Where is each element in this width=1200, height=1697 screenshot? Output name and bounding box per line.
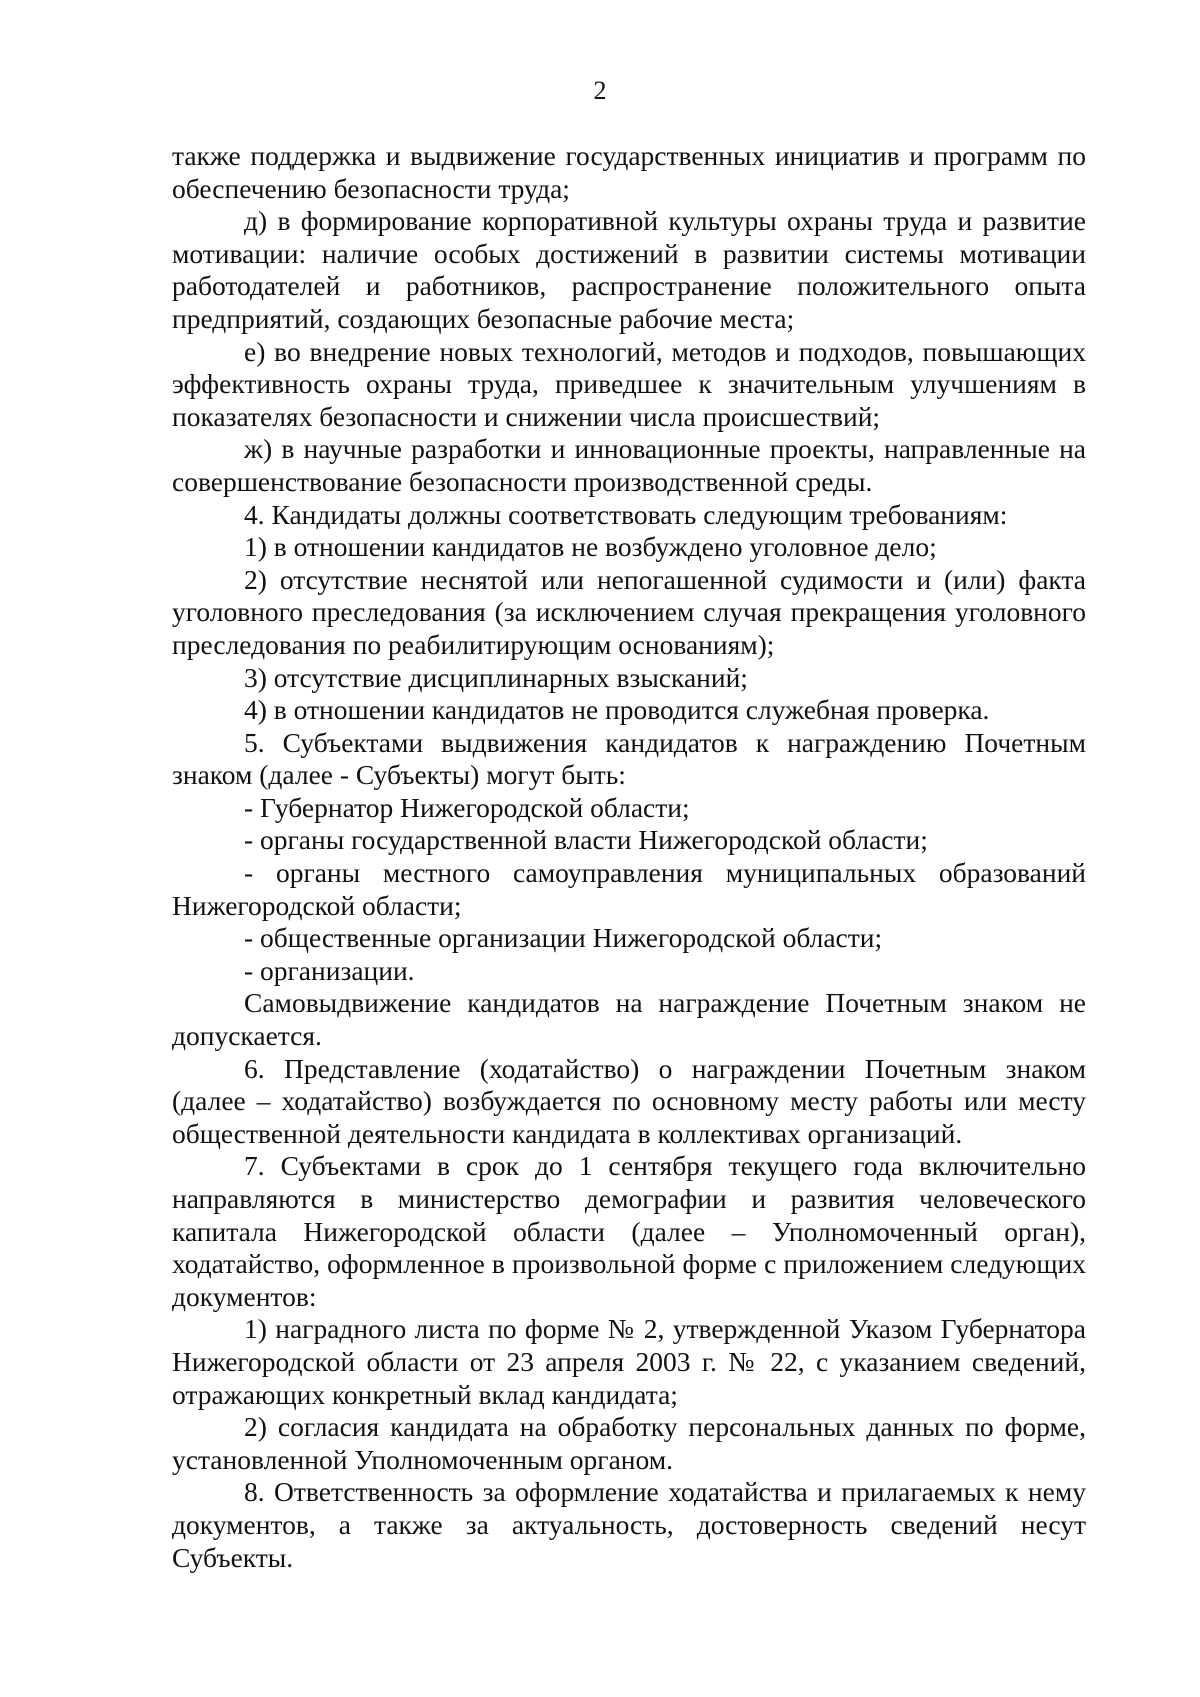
paragraph-section-6: 6. Представление (ходатайство) о награждении Почетным знаком (далее – ходатайство) возбуждается по основному месту работы или месту общественной деятельности кандидата в коллективах организаций. xyxy=(172,1052,1086,1149)
paragraph-item-zh: ж) в научные разработки и инновационные проекты, направленные на совершенствование безопасности производственной среды. xyxy=(172,433,1086,497)
paragraph-requirement-4: 4) в отношении кандидатов не проводится служебная проверка. xyxy=(244,694,990,726)
paragraph-requirement-3: 3) отсутствие дисциплинарных взысканий; xyxy=(244,661,748,693)
paragraph-section-5: 5. Субъектами выдвижения кандидатов к награждению Почетным знаком (далее - Субъекты) могут быть: xyxy=(172,726,1086,791)
list-item-local-government: - органы местного самоуправления муниципальных образований Нижегородской области; xyxy=(172,857,1086,921)
paragraph-requirement-2: 2) отсутствие неснятой или непогашенной судимости и (или) факта уголовного преследования (за исключением случая прекращения уголовного преследования по реабилитирующим основаниям); xyxy=(172,563,1086,660)
list-item-state-bodies: - органы государственной власти Нижегородской области; xyxy=(244,824,928,856)
list-item-public-organizations: - общественные организации Нижегородской области; xyxy=(244,922,883,954)
paragraph-continuation: также поддержка и выдвижение государственных инициатив и программ по обеспечению безопасности труда; xyxy=(172,140,1086,204)
page-number: 2 xyxy=(593,76,607,105)
paragraph-document-2: 2) согласия кандидата на обработку персональных данных по форме, установленной Уполномоченным органом. xyxy=(172,1411,1086,1475)
paragraph-section-4: 4. Кандидаты должны соответствовать следующим требованиям: xyxy=(244,498,1008,530)
list-item-organizations: - организации. xyxy=(244,954,415,986)
paragraph-item-d: д) в формирование корпоративной культуры охраны труда и развитие мотивации: наличие особых достижений в развитии системы мотивации работодателей и работников, распространение положительного опыта предприятий, создающих безопасные рабочие места; xyxy=(172,205,1086,334)
paragraph-requirement-1: 1) в отношении кандидатов не возбуждено уголовное дело; xyxy=(244,531,937,563)
paragraph-item-e: е) во внедрение новых технологий, методов и подходов, повышающих эффективность охраны труда, приведшее к значительным улучшениям в показателях безопасности и снижении числа происшествий; xyxy=(172,335,1086,432)
paragraph-section-8: 8. Ответственность за оформление ходатайства и прилагаемых к нему документов, а также за актуальность, достоверность сведений несут Субъекты. xyxy=(172,1476,1086,1573)
document-body xyxy=(172,140,1086,1574)
paragraph-section-7: 7. Субъектами в срок до 1 сентября текущего года включительно направляются в министерство демографии и развития человеческого капитала Нижегородской области (далее – Уполномоченный орган), ходатайство, оформленное в произвольной форме с приложением следующих документов: xyxy=(172,1150,1086,1312)
paragraph-document-1: 1) наградного листа по форме № 2, утвержденной Указом Губернатора Нижегородской области от 23 апреля 2003 г. № 22, с указанием сведений, отражающих конкретный вклад кандидата; xyxy=(172,1313,1086,1410)
list-item-governor: - Губернатор Нижегородской области; xyxy=(244,791,690,823)
paragraph-self-nomination: Самовыдвижение кандидатов на награждение Почетным знаком не допускается. xyxy=(172,987,1086,1052)
